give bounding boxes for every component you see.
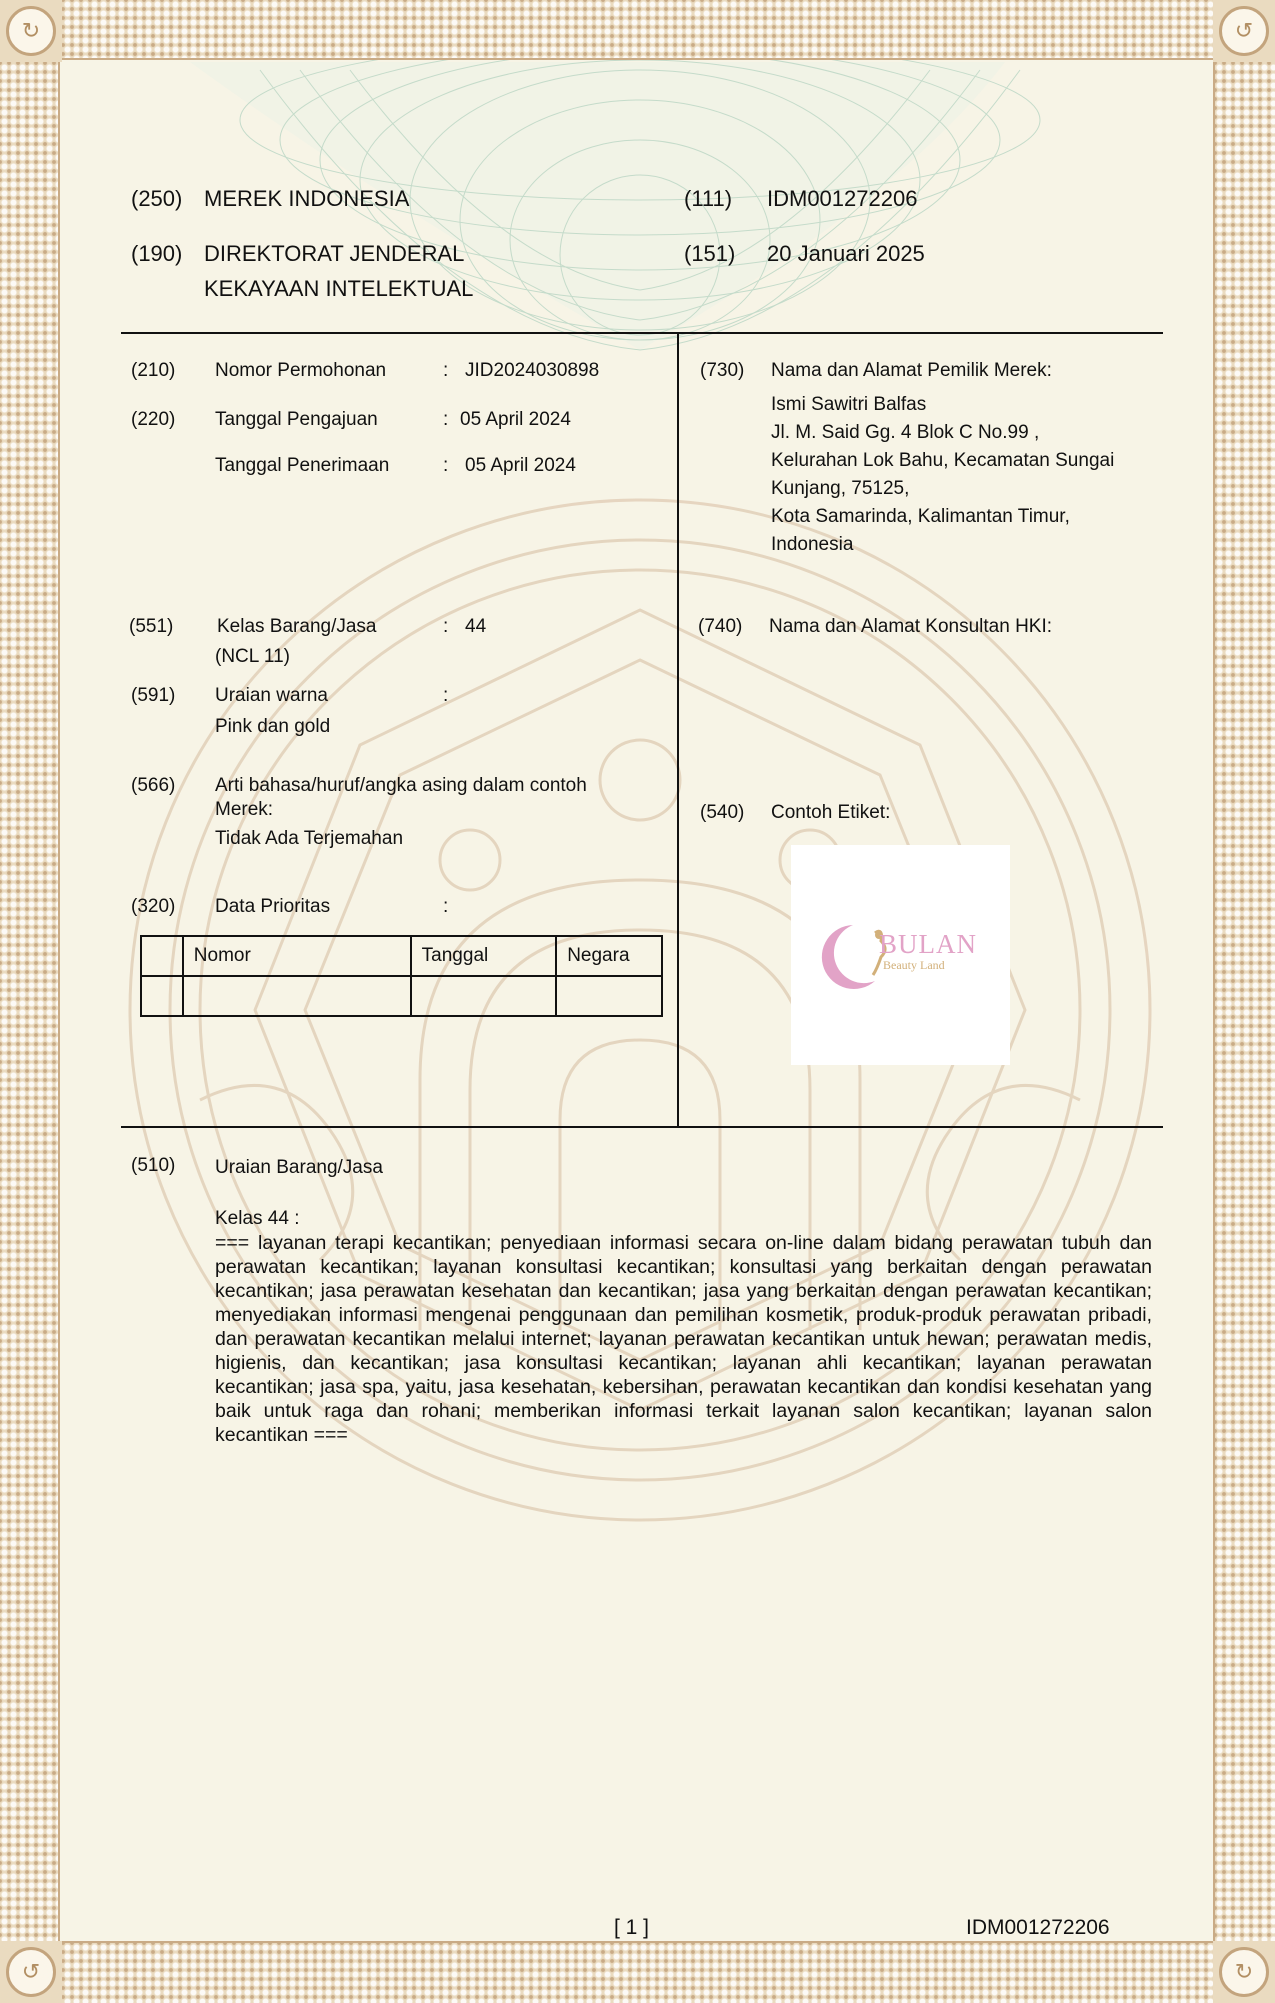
field-code-151: (151) xyxy=(684,241,736,266)
field-code-190: (190) xyxy=(131,241,183,266)
separator: : xyxy=(443,685,449,706)
field-code-510: (510) xyxy=(131,1155,176,1176)
table-header-cell: Nomor xyxy=(183,936,411,976)
owner-line: Kunjang, 75125, xyxy=(771,478,910,499)
separator: : xyxy=(443,455,449,476)
application-number-value: JID2024030898 xyxy=(465,360,600,381)
priority-data-label: Data Prioritas xyxy=(215,896,331,917)
logo-tagline: Beauty Land xyxy=(883,958,945,972)
field-code-540: (540) xyxy=(700,802,745,823)
divider-middle xyxy=(121,1126,1163,1128)
table-header-cell: Negara xyxy=(556,936,662,976)
separator: : xyxy=(443,896,449,917)
ncl-edition: (NCL 11) xyxy=(215,646,290,667)
field-code-250: (250) xyxy=(131,186,183,211)
issuing-authority-line1: DIREKTORAT JENDERAL xyxy=(204,241,465,266)
owner-line: Jl. M. Said Gg. 4 Blok C No.99 , xyxy=(771,422,1040,443)
goods-services-label: Uraian Barang/Jasa xyxy=(215,1157,383,1178)
separator: : xyxy=(443,409,449,430)
class-label: Kelas Barang/Jasa xyxy=(217,616,377,637)
issuing-authority-line2: KEKAYAAN INTELEKTUAL xyxy=(204,276,474,301)
translation-value: Tidak Ada Terjemahan xyxy=(215,828,404,849)
owner-label: Nama dan Alamat Pemilik Merek: xyxy=(771,360,1052,381)
separator: : xyxy=(443,360,449,381)
field-code-210: (210) xyxy=(131,360,176,381)
table-row xyxy=(141,976,662,1016)
table-cell xyxy=(141,976,183,1016)
spiral-icon: ↻ xyxy=(6,6,56,56)
priority-table xyxy=(140,935,663,1017)
translation-label-line1: Arti bahasa/huruf/angka asing dalam contoh xyxy=(215,775,587,796)
owner-line: Indonesia xyxy=(771,534,854,555)
registration-number: IDM001272206 xyxy=(767,186,918,211)
divider-center xyxy=(677,333,679,1126)
table-header-cell xyxy=(141,936,183,976)
owner-line: Kelurahan Lok Bahu, Kecamatan Sungai xyxy=(771,450,1115,471)
field-code-566: (566) xyxy=(131,775,176,796)
page-number: [ 1 ] xyxy=(614,1916,650,1939)
label-sample-label: Contoh Etiket: xyxy=(771,802,891,823)
filing-date-label: Tanggal Pengajuan xyxy=(215,409,378,430)
divider-top xyxy=(121,332,1163,334)
consultant-label: Nama dan Alamat Konsultan HKI: xyxy=(769,616,1053,637)
spiral-icon: ↺ xyxy=(1219,6,1269,56)
color-description-label: Uraian warna xyxy=(215,685,328,706)
spiral-icon: ↻ xyxy=(1219,1947,1269,1997)
spiral-icon: ↺ xyxy=(6,1947,56,1997)
field-code-730: (730) xyxy=(700,360,745,381)
field-code-591: (591) xyxy=(131,685,176,706)
receipt-date-label: Tanggal Penerimaan xyxy=(215,455,390,476)
receipt-date-value: 05 April 2024 xyxy=(465,455,576,476)
filing-date-value: 05 April 2024 xyxy=(460,409,571,430)
table-cell xyxy=(183,976,411,1016)
trademark-office-country: MEREK INDONESIA xyxy=(204,186,410,211)
footer-registration-number: IDM001272206 xyxy=(966,1916,1110,1939)
table-header-cell: Tanggal xyxy=(411,936,557,976)
owner-line: Ismi Sawitri Balfas xyxy=(771,394,927,415)
field-code-320: (320) xyxy=(131,896,176,917)
translation-label-line2: Merek: xyxy=(215,799,274,820)
field-code-111: (111) xyxy=(684,186,733,211)
field-code-740: (740) xyxy=(698,616,743,637)
class-heading: Kelas 44 : xyxy=(215,1208,300,1229)
field-code-551: (551) xyxy=(129,616,174,637)
owner-line: Kota Samarinda, Kalimantan Timur, xyxy=(771,506,1070,527)
table-header-row xyxy=(141,936,662,976)
goods-services-description: === layanan terapi kecantikan; penyediaan informasi secara on-line dalam bidang perawatan tubuh dan perawatan kecantikan; layanan konsultasi kecantikan; konsultasi yang berkaitan dengan perawatan kecantikan; jasa perawatan kesehatan dan kecantikan; jasa yang berkaitan dengan perawatan kecantikan; menyediakan informasi mengenai penggunaan dan pemilihan kosmetik, produk-produk perawatan pribadi, dan perawatan kecantikan melalui internet; layanan perawatan kecantikan untuk hewan; perawatan medis, higienis, dan kecantikan; jasa konsultasi kecantikan; layanan ahli kecantikan; layanan perawatan kecantikan; jasa spa, yaitu, jasa kesehatan, kebersihan, perawatan kecantikan dan kondisi kesehatan yang baik untuk raga dan rohani; memberikan informasi terkait layanan salon kecantikan; layanan salon kecantikan === xyxy=(215,1232,1152,1446)
class-value: 44 xyxy=(465,616,487,637)
application-number-label: Nomor Permohonan xyxy=(215,360,387,381)
table-cell xyxy=(411,976,557,1016)
field-code-220: (220) xyxy=(131,409,176,430)
trademark-logo xyxy=(791,845,1010,1065)
table-cell xyxy=(556,976,662,1016)
logo-wordmark: BULAN xyxy=(879,929,977,959)
separator: : xyxy=(443,616,449,637)
color-description-value: Pink dan gold xyxy=(215,716,331,737)
registration-date: 20 Januari 2025 xyxy=(767,241,925,266)
